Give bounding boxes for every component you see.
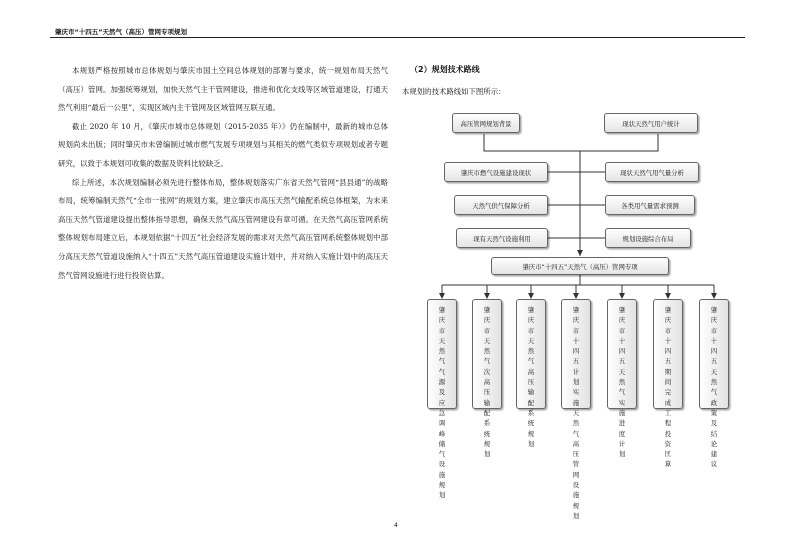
box-facility-layout: 规划设施综合布局 [605, 228, 691, 248]
output-box-5 [607, 299, 637, 459]
section-intro: 本规划的技术路线如下图所示： [402, 87, 506, 96]
header-rule [50, 37, 745, 38]
paragraph-1: 本规划严格按照城市总体规划与肇庆市国土空间总体规划的部署与要求，统一规划布局天然气（高压）管网。加强统筹规划，加快天然气主干管网建设，推进和优化支线等区域管道建设，打通天然气利用“最后一公里”，实现区域内主干管网及区域管网互联互通。 [58, 66, 388, 113]
page-number: 4 [394, 522, 398, 529]
box-facility-status: 肇庆市燃气设施建设现状 [444, 162, 548, 182]
output-label-3: 肇庆市天然气高压输配系统规划 [527, 306, 535, 448]
box-planning-background: 高压管网规划背景 [452, 113, 520, 133]
box-supply-guarantee: 天然气供气保障分析 [454, 195, 548, 215]
output-box-6 [653, 299, 683, 469]
output-box-4 [561, 299, 591, 520]
body-text [58, 62, 388, 285]
output-label-1: 肇庆市天然气气源及应急调峰储气设施规划 [438, 306, 446, 500]
output-box-7 [699, 299, 729, 469]
document-header-title: 肇庆市“十四五”天然气（高压）管网专项规划 [55, 28, 188, 36]
box-user-statistics: 现状天然气用户统计 [604, 113, 698, 133]
connector-user-stats [580, 134, 658, 151]
section-heading: （2）规划技术路线 [410, 65, 480, 74]
output-box-2 [472, 299, 502, 459]
output-label-4: 肇庆市十四五计划实施天然气高压管网设施规划 [572, 306, 580, 520]
paragraph-2: 截止 2020 年 10 月，《肇庆市城市总体规划（2015-2035 年）》仍在编制中，最新的城市总体规划尚未出版；同时肇庆市未曾编制过城市燃气发展专项规划与其相关的燃气类似专项规划或者专题研究，以致于本规划可收集的数据及资料比较缺乏。 [58, 121, 388, 168]
arrowhead-trunk [577, 250, 583, 256]
box-main-plan: 肇庆市“十四五”天然气（高压）管网专项 [491, 257, 669, 275]
connector-background [484, 134, 580, 151]
output-label-2: 肇庆市天然气次高压输配系统规划 [483, 306, 491, 459]
box-existing-facilities: 现有天然气设施利用 [456, 228, 548, 248]
paragraph-3: 综上所述，本次规划编制必须先进行整体布局，整体规划落实广东省天然气管网“县县通”的战略布局，统筹编制天然气“全市一张网”的规划方案，建立肇庆市高压天然气输配系统总体框架，为未来高压天然气管道建设提出整体指导思想，确保天然气高压管网建设有章可循。在天然气高压管网系统整体规划布局建立后，本规划依据“十四五”社会经济发展的需求对天然气高压管网系统整体规划中部分高压天然气管道设施纳入“十四五”天然气高压管道建设实施计划中，并对纳入实施计划中的高压天然气管网设施进行进行投资估算。 [58, 177, 388, 280]
box-demand-forecast: 各类用气量需求预测 [605, 195, 695, 215]
output-label-6: 肇庆市十四五期间完成工程投资匡算 [664, 306, 672, 469]
output-box-3 [516, 299, 546, 448]
output-label-5: 肇庆市十四五天然气实施进度计划 [618, 306, 626, 459]
box-consumption-analysis: 现状天然气用气量分析 [605, 162, 699, 182]
output-box-1 [427, 299, 457, 500]
output-label-7: 肇庆市十四五天然气政策及结论建议 [710, 306, 718, 469]
